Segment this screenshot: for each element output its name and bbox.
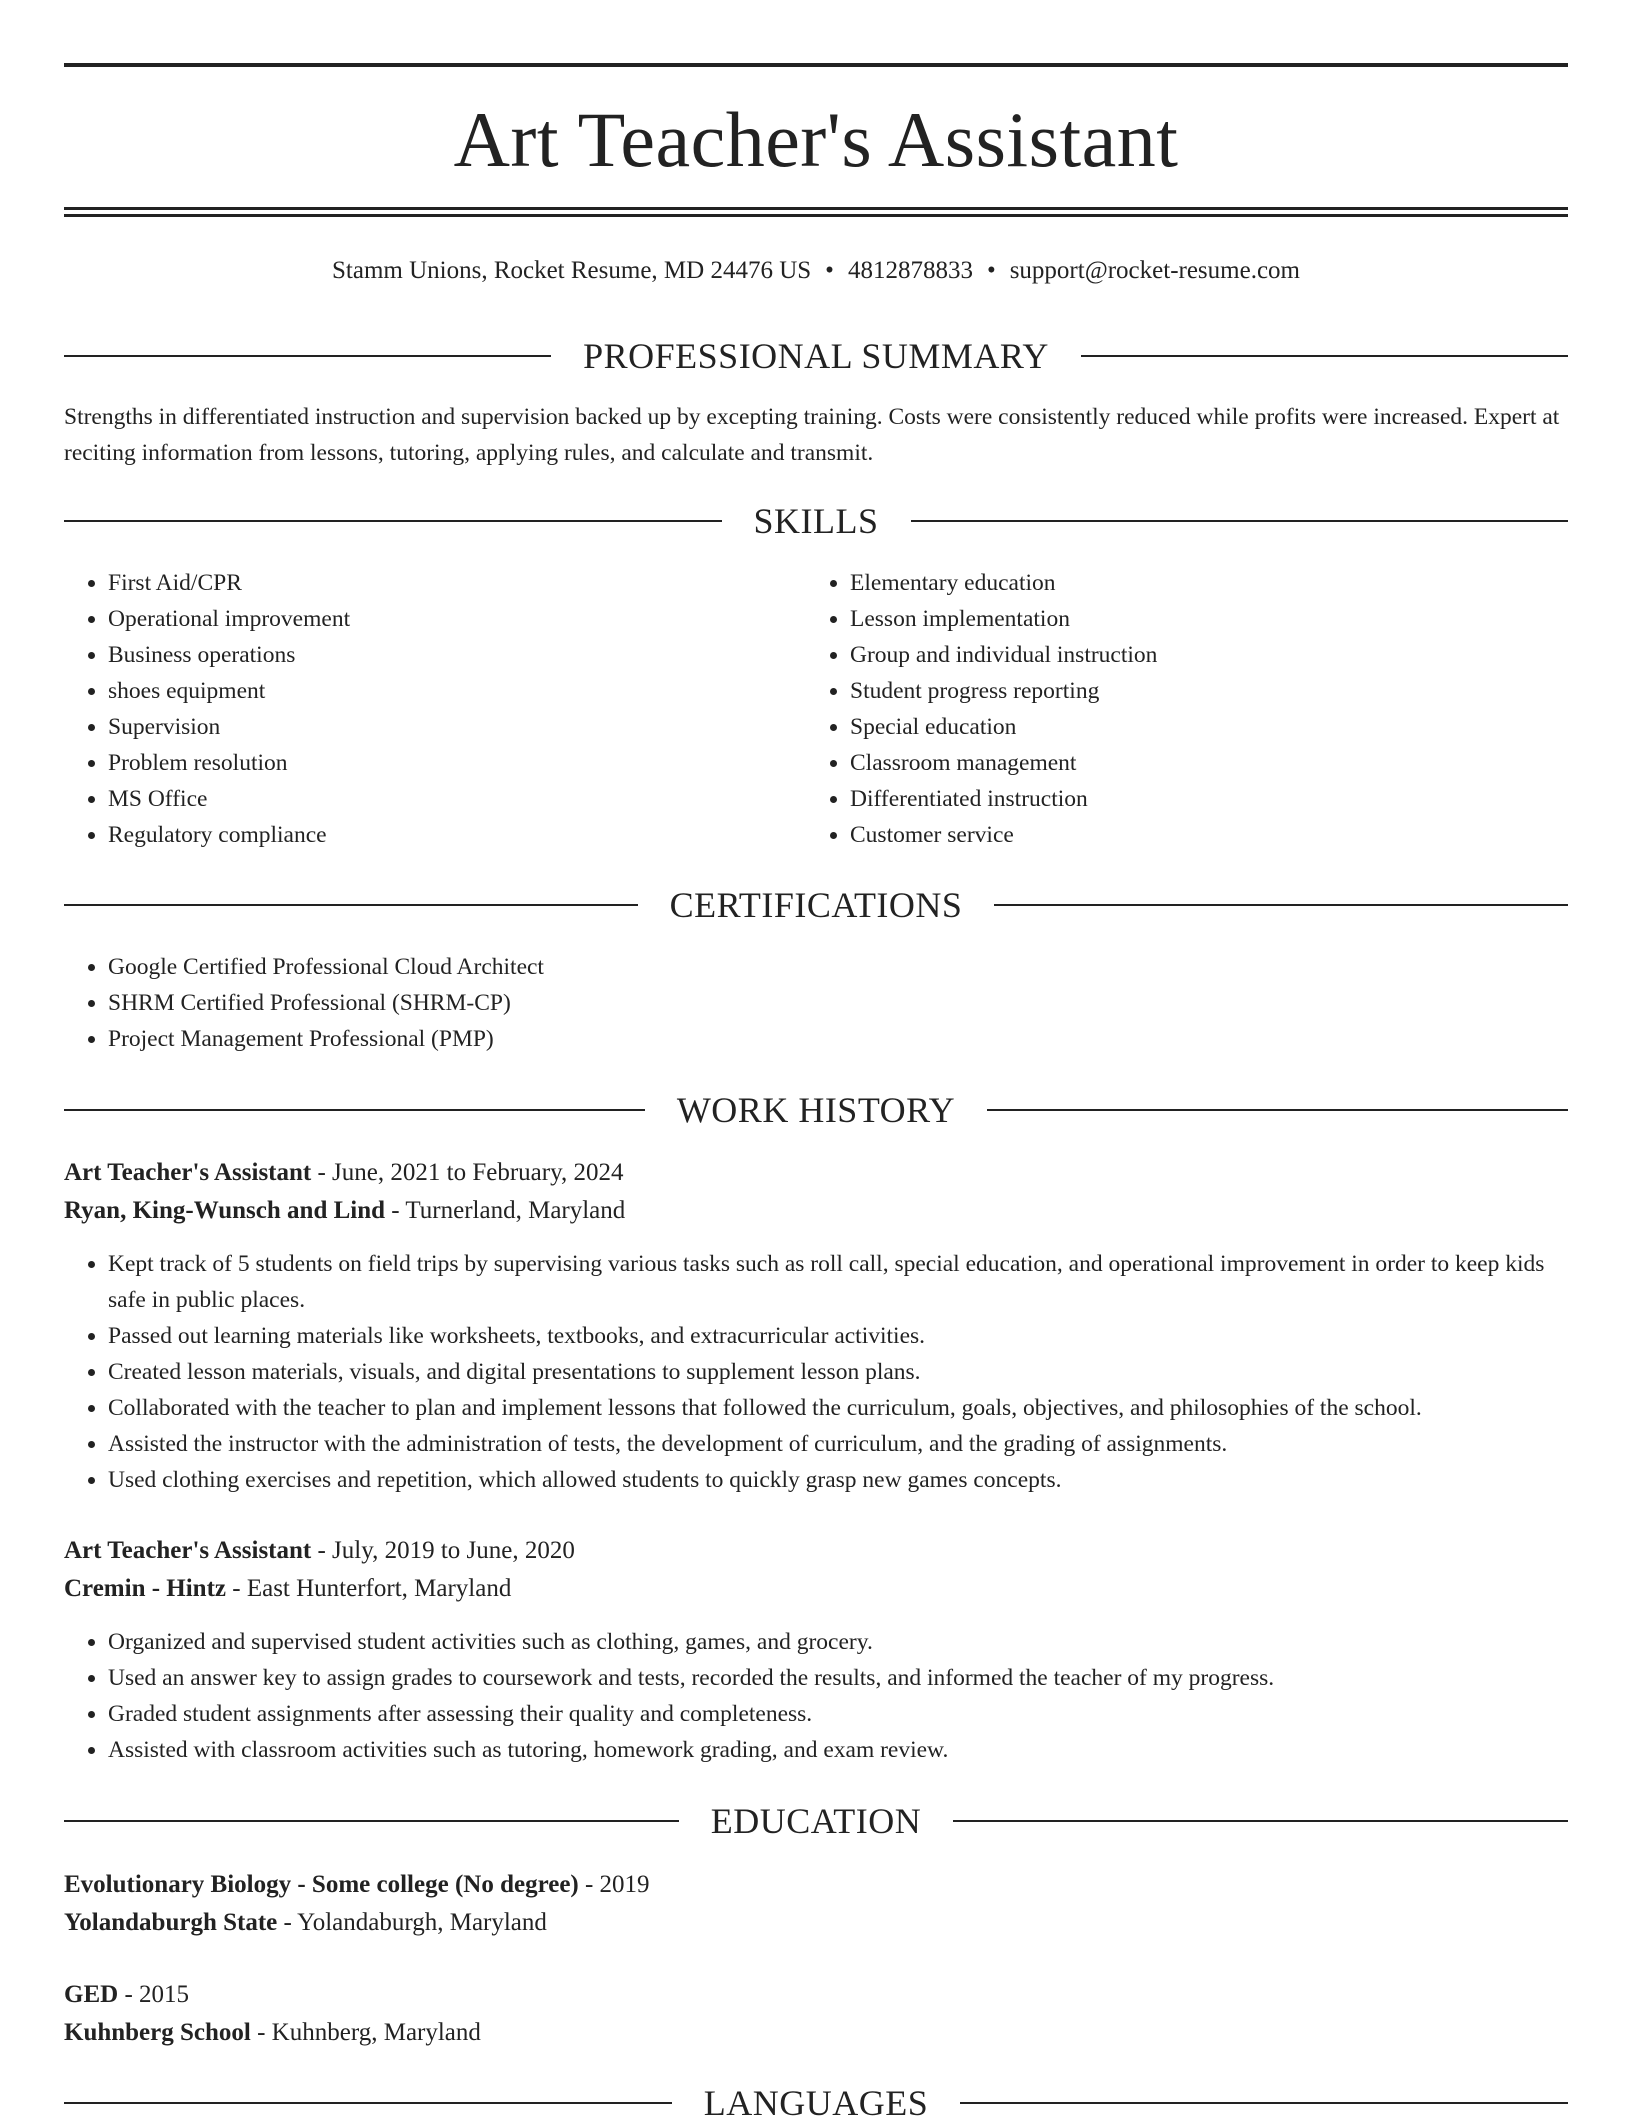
education-school: Kuhnberg School	[64, 2019, 251, 2046]
skill-item: • Lesson implementation	[850, 601, 1548, 637]
section-title: CERTIFICATIONS	[669, 885, 963, 925]
skills-list-left	[64, 565, 806, 853]
section-header-languages	[64, 2081, 1568, 2125]
job-location: - Turnerland, Maryland	[385, 1197, 626, 1224]
job-title: Art Teacher's Assistant	[64, 1537, 312, 1564]
job-bullet: • Used an answer key to assign grades to coursework and tests, recorded the results, and informed the teacher of my progress.	[108, 1660, 1568, 1696]
job-bullet: • Created lesson materials, visuals, and digital presentations to supplement lesson plans.	[108, 1354, 1568, 1390]
skills-columns	[64, 565, 1568, 853]
job-dates: - July, 2019 to June, 2020	[311, 1537, 575, 1564]
certification-item: • SHRM Certified Professional (SHRM-CP)	[108, 985, 1568, 1021]
certifications-block	[64, 949, 1568, 1057]
skill-item: • shoes equipment	[108, 673, 806, 709]
skills-list-right	[806, 565, 1548, 853]
education-degree-line	[64, 1976, 1568, 2014]
job-bullet: • Collaborated with the teacher to plan and implement lessons that followed the curriculum, goals, objectives, and philosophies of the school.	[108, 1390, 1568, 1426]
section-rule	[1081, 355, 1568, 357]
resume-title: Art Teacher's Assistant	[453, 96, 1179, 183]
section-header-summary	[64, 334, 1568, 378]
education-degree: GED	[64, 1981, 119, 2008]
section-title: EDUCATION	[710, 1801, 922, 1841]
job-company: Cremin - Hintz	[64, 1575, 227, 1602]
section-rule	[64, 520, 722, 522]
contact-line	[64, 254, 1568, 288]
job-bullets	[64, 1624, 1568, 1768]
skill-item: • Supervision	[108, 709, 806, 745]
summary-text: Strengths in differentiated instruction and supervision backed up by excepting training. Costs were consistently reduced while profits were increased. Expert at reciting information from lessons, tutoring, applying rules, and calculate and transmit.	[64, 404, 1560, 466]
skill-item: • Special education	[850, 709, 1548, 745]
certifications-list	[64, 949, 1568, 1057]
section-header-certifications	[64, 883, 1568, 927]
education-school: Yolandaburgh State	[64, 1909, 278, 1936]
section-rule	[64, 2102, 672, 2104]
section-rule	[987, 1109, 1568, 1111]
education-entry	[64, 1866, 1568, 1942]
top-rule	[64, 63, 1568, 67]
education-degree: Evolutionary Biology - Some college (No degree)	[64, 1871, 579, 1898]
section-rule	[960, 2102, 1568, 2104]
job-bullets	[64, 1246, 1568, 1498]
job-bullet: • Passed out learning materials like worksheets, textbooks, and extracurricular activities.	[108, 1318, 1568, 1354]
section-rule	[953, 1820, 1568, 1822]
section-title: WORK HISTORY	[676, 1090, 956, 1130]
job-company: Ryan, King-Wunsch and Lind	[64, 1197, 386, 1224]
job-entry	[64, 1154, 1568, 1498]
job-company-line	[64, 1192, 1568, 1230]
skill-item: • Regulatory compliance	[108, 817, 806, 853]
section-rule	[64, 1109, 645, 1111]
section-rule	[911, 520, 1569, 522]
skill-item: • Differentiated instruction	[850, 781, 1548, 817]
section-header-education	[64, 1799, 1568, 1843]
job-company-line	[64, 1570, 1568, 1608]
contact-separator: •	[986, 257, 996, 284]
contact-email: support@rocket-resume.com	[1009, 257, 1300, 284]
skill-item: • Classroom management	[850, 745, 1548, 781]
job-bullet: • Organized and supervised student activities such as clothing, games, and grocery.	[108, 1624, 1568, 1660]
section-header-skills	[64, 499, 1568, 543]
skill-item: • Group and individual instruction	[850, 637, 1548, 673]
education-school-line	[64, 2014, 1568, 2052]
education-school-line	[64, 1904, 1568, 1942]
section-title: LANGUAGES	[703, 2083, 929, 2123]
skill-item: • First Aid/CPR	[108, 565, 806, 601]
job-bullet: • Used clothing exercises and repetition, which allowed students to quickly grasp new games concepts.	[108, 1462, 1568, 1498]
contact-phone: 4812878833	[847, 257, 973, 284]
education-degree-line	[64, 1866, 1568, 1904]
contact-address: Stamm Unions, Rocket Resume, MD 24476 US	[332, 257, 812, 284]
section-rule	[994, 904, 1568, 906]
job-title-line	[64, 1154, 1568, 1192]
section-title: PROFESSIONAL SUMMARY	[583, 336, 1049, 376]
contact-separator: •	[825, 257, 834, 284]
education-location: - Yolandaburgh, Maryland	[277, 1909, 547, 1936]
section-rule	[64, 1820, 679, 1822]
title-double-rule	[64, 207, 1568, 217]
certification-item: • Google Certified Professional Cloud Architect	[108, 949, 1568, 985]
section-title: SKILLS	[753, 501, 879, 541]
skill-item: • Business operations	[108, 637, 806, 673]
job-location: - East Hunterfort, Maryland	[226, 1575, 512, 1602]
section-header-work-history	[64, 1088, 1568, 1132]
job-bullet: • Assisted the instructor with the administration of tests, the development of curriculum, and the grading of assignments.	[108, 1426, 1568, 1462]
job-title-line	[64, 1532, 1568, 1570]
job-dates: - June, 2021 to February, 2024	[311, 1159, 624, 1186]
job-bullet: • Graded student assignments after assessing their quality and completeness.	[108, 1696, 1568, 1732]
skill-item: • Elementary education	[850, 565, 1548, 601]
skill-item: • Customer service	[850, 817, 1548, 853]
skill-item: • MS Office	[108, 781, 806, 817]
job-title: Art Teacher's Assistant	[64, 1159, 312, 1186]
job-entry	[64, 1532, 1568, 1768]
education-year: - 2019	[578, 1871, 650, 1898]
section-rule	[64, 904, 638, 906]
education-location: - Kuhnberg, Maryland	[250, 2019, 481, 2046]
job-bullet: • Kept track of 5 students on field trips by supervising various tasks such as roll call, special education, and operational improvement in order to keep kids safe in public places.	[108, 1246, 1568, 1318]
skill-item: • Problem resolution	[108, 745, 806, 781]
certification-item: • Project Management Professional (PMP)	[108, 1021, 1568, 1057]
skill-item: • Operational improvement	[108, 601, 806, 637]
job-bullet: • Assisted with classroom activities such as tutoring, homework grading, and exam review.	[108, 1732, 1568, 1768]
education-entry	[64, 1976, 1568, 2052]
education-year: - 2015	[118, 1981, 190, 2008]
section-rule	[64, 355, 551, 357]
skill-item: • Student progress reporting	[850, 673, 1548, 709]
